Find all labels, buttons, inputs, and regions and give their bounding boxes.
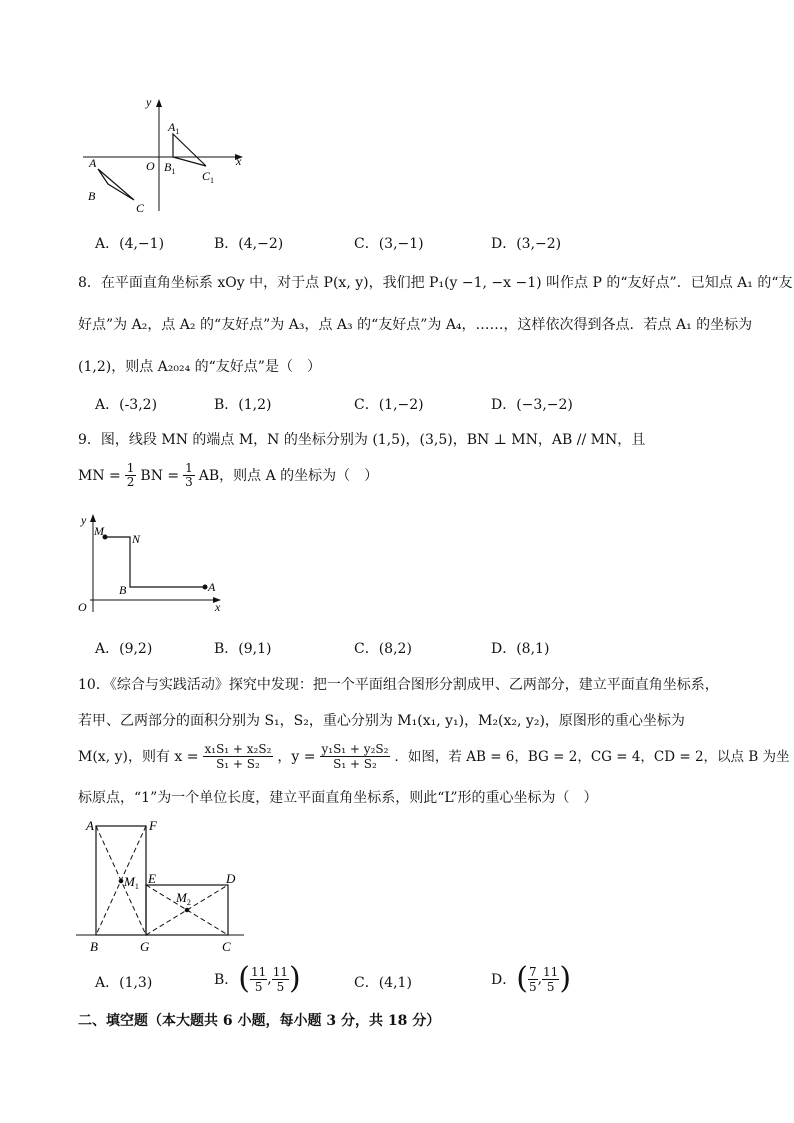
q7-option-b[interactable]: B．(4,−2) (214, 236, 284, 252)
q10-line-2: 若甲、乙两部分的面积分别为 S₁，S₂，重心分别为 M₁(x₁, y₁)，M₂(x₂, y₂)，原图形的重心坐标为 (78, 713, 685, 729)
q8-option-b[interactable]: B．(1,2) (214, 397, 272, 413)
label-m2: $M_2$ (176, 890, 191, 907)
label-b: B (90, 939, 98, 954)
label-b: B (88, 189, 96, 203)
q9-bn-eq: BN = (140, 467, 180, 484)
label-c1: $C_1$ (202, 169, 215, 185)
q9-frac-half (125, 462, 137, 489)
label-x: x (215, 600, 221, 614)
q10-line3-end: ．如图，若 AB = 6，BG = 2，CG = 4，CD = 2，以点 B 为坐 (394, 748, 790, 765)
q10-option-c[interactable]: C．(4,1) (354, 975, 412, 991)
y-axis-arrow (90, 514, 96, 522)
q9-frac-third (183, 462, 195, 489)
frac-numerator: 11 (272, 964, 289, 979)
frac-numerator: 1 (185, 461, 193, 475)
q8-option-a[interactable]: A．(-3,2) (95, 397, 158, 413)
q10-line-3 (78, 742, 790, 771)
label-f: F (149, 818, 157, 833)
label-y: y (146, 96, 152, 109)
label-y: y (81, 513, 87, 527)
q9-line-1: 9．图，线段 MN 的端点 M，N 的坐标分别为 (1,5)，(3,5)，BN ⊥ MN，AB // MN，且 (78, 432, 646, 448)
q7-option-a[interactable]: A．(4,−1) (95, 236, 165, 252)
frac-x (250, 965, 267, 994)
frac-numerator: 1 (126, 461, 135, 475)
point-m2 (185, 908, 190, 913)
triangle-a1b1c1 (173, 134, 206, 166)
q8-option-d[interactable]: D．(−3,−2) (491, 397, 573, 413)
q9-line-2 (78, 462, 378, 489)
paren-close: ) (559, 961, 572, 996)
q8-line-3: (1,2)，则点 A₂₀₂₄ 的“友好点”是（ ） (78, 359, 321, 375)
section-2-heading: 二、填空题（本大题共 6 小题，每小题 3 分，共 18 分） (78, 1013, 441, 1029)
label-m1: $M_1$ (124, 874, 139, 891)
label-m: M (94, 524, 104, 538)
q10-figure (74, 815, 254, 955)
q9-option-a[interactable]: A．(9,2) (95, 641, 153, 657)
label-b: B (119, 583, 127, 597)
q9-option-d[interactable]: D．(8,1) (491, 641, 550, 657)
triangle-abc (98, 169, 134, 200)
label-a: A (86, 818, 94, 833)
q8-line-2: 好点”为 A₂，点 A₂ 的“友好点”为 A₃，点 A₃ 的“友好点”为 A₄，……，这样依次得到各点．若点 A₁ 的坐标为 (78, 317, 753, 333)
q10-option-d[interactable] (491, 962, 571, 996)
label-o: O (78, 600, 87, 614)
q10-line3-mid: ，y = (277, 748, 316, 765)
q9-option-c[interactable]: C．(8,2) (354, 641, 412, 657)
paren-close: ) (289, 961, 301, 996)
frac-x (528, 965, 538, 994)
q9-ab-tail: AB，则点 A 的坐标为（ ） (198, 467, 379, 484)
label-a1: $A_1$ (168, 120, 180, 136)
frac-numerator: x₁S₁ + x₂S₂ (204, 742, 272, 756)
label-g: G (140, 939, 150, 954)
frac-numerator: 11 (251, 964, 267, 979)
q10-formula-x (203, 742, 274, 771)
q10-option-b[interactable] (214, 962, 301, 996)
label-c: C (222, 939, 231, 954)
q7-figure (78, 96, 253, 216)
q9-figure (72, 512, 232, 616)
comma: , (537, 971, 543, 987)
frac-numerator: y₁S₁ + y₂S₂ (321, 742, 389, 756)
label-d: D (226, 871, 236, 886)
q10-line-4: 标原点，“1”为一个单位长度，建立平面直角坐标系，则此“L”形的重心坐标为（ ） (78, 790, 598, 806)
paren-open: ( (516, 961, 528, 996)
frac-denominator: 5 (528, 979, 537, 994)
label-b1: $B_1$ (164, 160, 176, 176)
q10-line3-start: M(x, y)，则有 x = (78, 748, 199, 765)
label-x: x (236, 154, 242, 168)
frac-denominator: 5 (276, 979, 285, 994)
y-axis-arrow (156, 99, 162, 107)
point-a (203, 585, 208, 590)
frac-denominator: 5 (254, 979, 263, 994)
q8-option-c[interactable]: C．(1,−2) (354, 397, 424, 413)
label-a: A (89, 156, 97, 170)
label-n: N (132, 532, 141, 546)
frac-numerator: 7 (528, 964, 537, 979)
segment-m-n-b-a (105, 537, 205, 587)
option-prefix: D． (491, 972, 517, 988)
option-prefix: B． (214, 972, 239, 988)
q7-option-c[interactable]: C．(3,−1) (354, 236, 424, 252)
frac-denominator: S₁ + S₂ (333, 757, 377, 771)
frac-denominator: 5 (546, 979, 555, 994)
q7-option-d[interactable]: D．(3,−2) (491, 236, 562, 252)
q10-line-1: 10．《综合与实践活动》探究中发现：把一个平面组合图形分割成甲、乙两部分，建立平面直角坐标系， (78, 677, 719, 693)
q10-option-a[interactable]: A．(1,3) (95, 975, 153, 991)
frac-y (272, 965, 289, 994)
label-a: A (208, 580, 216, 594)
q10-formula-y (320, 742, 391, 771)
q8-line-1: 8．在平面直角坐标系 xOy 中，对于点 P(x, y)，我们把 P₁(y −1, −x −1) 叫作点 P 的“友好点”．已知点 A₁ 的“友 (78, 275, 793, 291)
label-e: E (148, 871, 156, 886)
frac-y (542, 965, 559, 994)
comma: , (267, 971, 272, 987)
paren-open: ( (238, 961, 251, 996)
label-c: C (136, 201, 145, 215)
q9-option-b[interactable]: B．(9,1) (214, 641, 272, 657)
label-o: O (146, 159, 155, 173)
point-m1 (119, 879, 124, 884)
frac-numerator: 11 (543, 964, 559, 979)
frac-denominator: 3 (185, 475, 193, 489)
frac-denominator: S₁ + S₂ (216, 757, 260, 771)
frac-denominator: 2 (126, 475, 135, 489)
q9-mn-eq: MN = (78, 467, 121, 484)
